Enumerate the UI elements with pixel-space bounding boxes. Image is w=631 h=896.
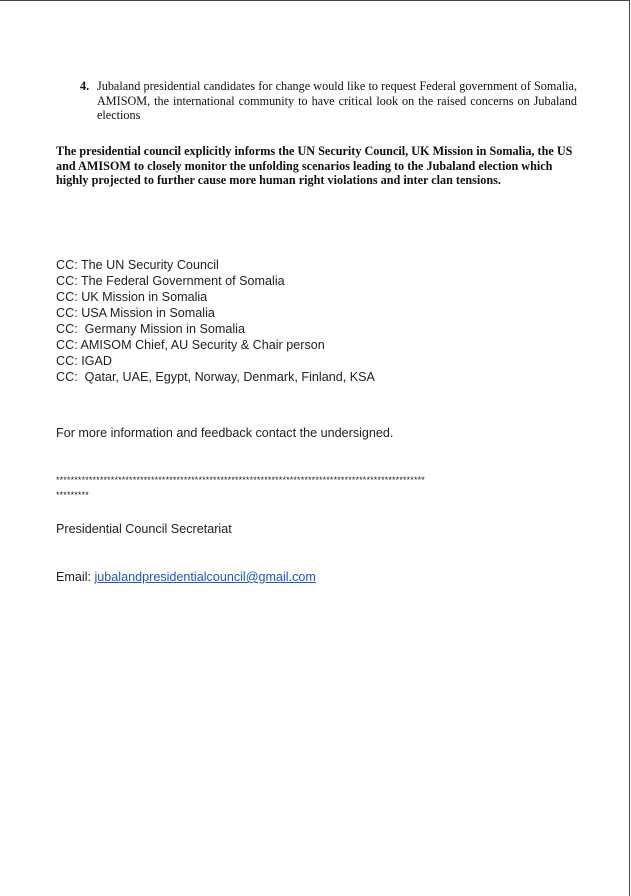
separator-line: ***************************************************************************************************** bbox=[56, 475, 425, 485]
cc-line: CC: AMISOM Chief, AU Security & Chair person bbox=[56, 338, 325, 352]
email-line bbox=[56, 570, 316, 584]
cc-line: CC: UK Mission in Somalia bbox=[56, 290, 208, 304]
numbered-item bbox=[80, 79, 577, 123]
signature-text: Presidential Council Secretariat bbox=[56, 522, 232, 536]
item-number: 4. bbox=[80, 79, 90, 93]
contact-info-text: For more information and feedback contact the undersigned. bbox=[56, 426, 394, 440]
cc-line: CC: Qatar, UAE, Egypt, Norway, Denmark, Finland, KSA bbox=[56, 370, 375, 384]
separator-line-continued: ********* bbox=[56, 490, 89, 500]
item-text: Jubaland presidential candidates for change would like to request Federal government of Somalia, AMISOM, the international community to have critical look on the raised concerns on Jubaland elections bbox=[97, 79, 577, 122]
email-label: Email: bbox=[56, 570, 95, 584]
council-statement: The presidential council explicitly informs the UN Security Council, UK Mission in Somalia, the US and AMISOM to closely monitor the unfolding scenarios leading to the Jubaland election which highly projected to further cause more human right violations and inter clan tensions. bbox=[56, 144, 573, 188]
cc-list bbox=[56, 257, 375, 385]
cc-line: CC: The UN Security Council bbox=[56, 258, 219, 272]
email-link[interactable]: jubalandpresidentialcouncil@gmail.com bbox=[94, 570, 316, 584]
cc-line: CC: USA Mission in Somalia bbox=[56, 306, 215, 320]
cc-line: CC: Germany Mission in Somalia bbox=[56, 322, 245, 336]
cc-line: CC: The Federal Government of Somalia bbox=[56, 274, 285, 288]
cc-line: CC: IGAD bbox=[56, 354, 112, 368]
